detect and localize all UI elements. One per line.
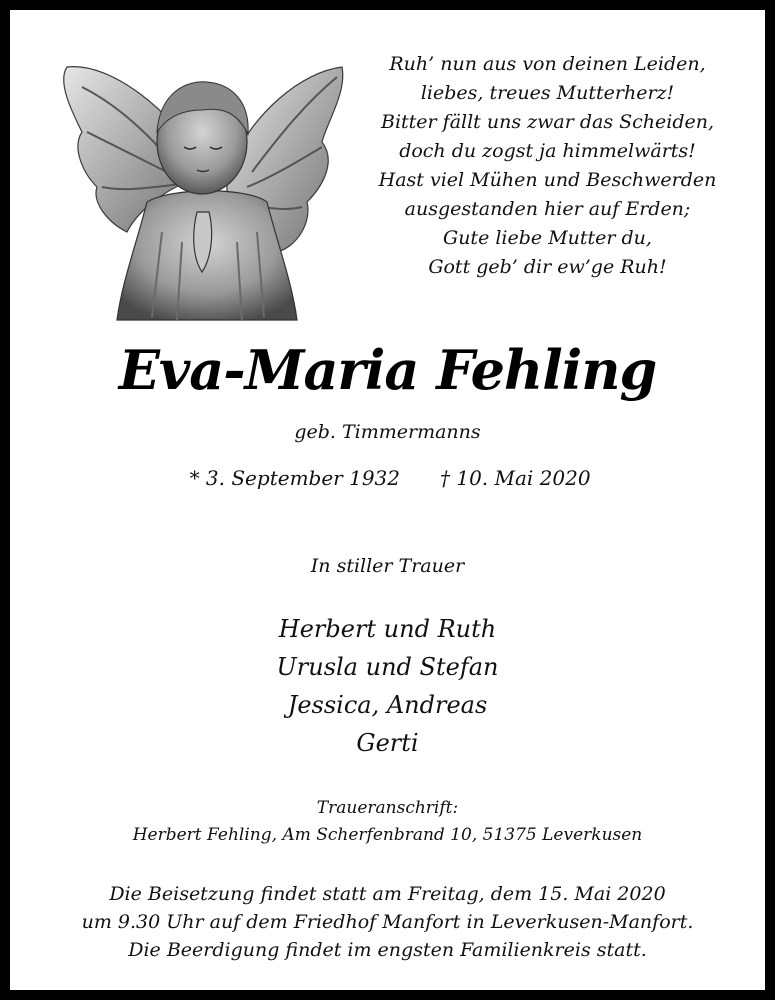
mourning-address: Herbert Fehling, Am Scherfenbrand 10, 51375 Leverkusen (132, 825, 643, 845)
funeral-notes (10, 880, 765, 964)
poem-line: Hast viel Mühen und Beschwerden (378, 169, 717, 191)
death-date: † 10. Mai 2020 (440, 466, 591, 490)
deceased-name: Eva-Maria Fehling (118, 338, 657, 402)
notes-line: um 9.30 Uhr auf dem Friedhof Manfort in Leverkusen-Manfort. (81, 911, 694, 933)
poem (360, 50, 735, 282)
mourning-line: In stiller Trauer (310, 555, 465, 577)
poem-line: doch du zogst ja himmelwärts! (399, 140, 696, 162)
poem-line: Gott geb’ dir ew’ge Ruh! (428, 256, 667, 278)
maiden-name: geb. Timmermanns (294, 421, 481, 443)
address-label: Traueranschrift: (316, 798, 459, 818)
poem-line: Bitter fällt uns zwar das Scheiden, (380, 111, 715, 133)
poem-line: Gute liebe Mutter du, (443, 227, 652, 249)
notes-line: Die Beisetzung findet statt am Freitag, dem 15. Mai 2020 (109, 883, 666, 905)
notes-line: Die Beerdigung findet im engsten Familienkreis statt. (128, 939, 647, 961)
family-member: Herbert und Ruth (278, 615, 497, 643)
family-member: Jessica, Andreas (287, 691, 488, 719)
family-member: Gerti (356, 729, 419, 757)
family-member: Urusla und Stefan (276, 653, 499, 681)
family-list (10, 610, 765, 762)
birth-date: * 3. September 1932 (189, 466, 400, 490)
poem-line: Ruh’ nun aus von deinen Leiden, (389, 53, 706, 75)
praying-angel-statue-image (52, 52, 352, 322)
poem-line: ausgestanden hier auf Erden; (404, 198, 691, 220)
poem-line: liebes, treues Mutterherz! (420, 82, 675, 104)
